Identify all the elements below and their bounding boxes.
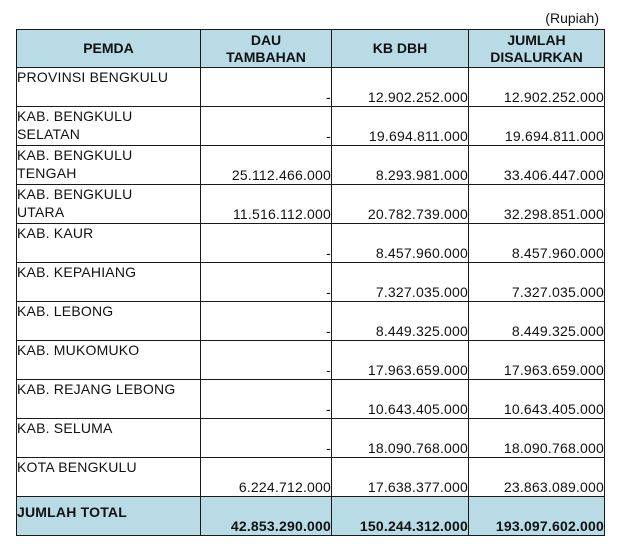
pemda-cell [17, 341, 201, 380]
dau-cell: 6.224.712.000 [201, 458, 332, 497]
kb-dbh-cell: 17.638.377.000 [332, 458, 469, 497]
dau-cell: 11.516.112.000 [201, 185, 332, 224]
table-row [17, 380, 605, 419]
table-row [17, 458, 605, 497]
kb-dbh-cell: 18.090.768.000 [332, 419, 469, 458]
jumlah-cell: 8.449.325.000 [469, 302, 605, 341]
table-row [17, 341, 605, 380]
dau-cell: 25.112.466.000 [201, 146, 332, 185]
table-row [17, 224, 605, 263]
kb-dbh-cell: 8.449.325.000 [332, 302, 469, 341]
pemda-cell [17, 107, 201, 146]
pemda-line1: KAB. BENGKULU [17, 147, 133, 163]
distribution-table [16, 29, 605, 536]
kb-dbh-cell: 17.963.659.000 [332, 341, 469, 380]
jumlah-cell: 33.406.447.000 [469, 146, 605, 185]
jumlah-cell: 8.457.960.000 [469, 224, 605, 263]
header-jumlah-disalurkan [469, 30, 605, 68]
header-jumlah-line1: JUMLAH [507, 31, 566, 48]
pemda-cell [17, 380, 201, 419]
dau-cell: - [201, 263, 332, 302]
table-row [17, 68, 605, 107]
total-row [17, 497, 605, 536]
kb-dbh-cell: 20.782.739.000 [332, 185, 469, 224]
table-row [17, 107, 605, 146]
total-label: JUMLAH TOTAL [17, 497, 201, 536]
pemda-line1: KAB. KAUR [17, 225, 94, 241]
header-kb-dbh: KB DBH [332, 30, 469, 68]
pemda-line1: KAB. MUKOMUKO [17, 342, 140, 358]
pemda-cell [17, 302, 201, 341]
table-row [17, 146, 605, 185]
pemda-line1: KAB. REJANG LEBONG [17, 381, 176, 397]
pemda-cell [17, 68, 201, 107]
pemda-cell [17, 419, 201, 458]
pemda-cell [17, 263, 201, 302]
header-dau-line1: DAU [250, 31, 282, 48]
jumlah-cell: 10.643.405.000 [469, 380, 605, 419]
jumlah-cell: 12.902.252.000 [469, 68, 605, 107]
table-row [17, 263, 605, 302]
pemda-cell [17, 458, 201, 497]
unit-note: (Rupiah) [545, 10, 599, 26]
pemda-cell [17, 185, 201, 224]
pemda-line2: UTARA [17, 204, 65, 220]
kb-dbh-cell: 7.327.035.000 [332, 263, 469, 302]
dau-cell: - [201, 107, 332, 146]
total-dau: 42.853.290.000 [201, 497, 332, 536]
pemda-line1: KOTA BENGKULU [17, 459, 137, 475]
dau-cell: - [201, 419, 332, 458]
total-jumlah: 193.097.602.000 [469, 497, 605, 536]
kb-dbh-cell: 8.457.960.000 [332, 224, 469, 263]
dau-cell: - [201, 341, 332, 380]
dau-cell: - [201, 68, 332, 107]
kb-dbh-cell: 19.694.811.000 [332, 107, 469, 146]
kb-dbh-cell: 12.902.252.000 [332, 68, 469, 107]
jumlah-cell: 23.863.089.000 [469, 458, 605, 497]
pemda-line1: PROVINSI BENGKULU [17, 69, 169, 85]
jumlah-cell: 32.298.851.000 [469, 185, 605, 224]
header-pemda: PEMDA [17, 30, 201, 68]
pemda-line1: KAB. SELUMA [17, 420, 113, 436]
kb-dbh-cell: 10.643.405.000 [332, 380, 469, 419]
dau-cell: - [201, 224, 332, 263]
jumlah-cell: 19.694.811.000 [469, 107, 605, 146]
pemda-cell [17, 224, 201, 263]
dau-cell: - [201, 380, 332, 419]
header-dau-tambahan [201, 30, 332, 68]
dau-cell: - [201, 302, 332, 341]
header-row [17, 30, 605, 68]
header-dau-line2: TAMBAHAN [226, 48, 306, 65]
total-kb-dbh: 150.244.312.000 [332, 497, 469, 536]
pemda-line2: SELATAN [17, 126, 81, 142]
jumlah-cell: 7.327.035.000 [469, 263, 605, 302]
pemda-line1: KAB. BENGKULU [17, 186, 133, 202]
header-jumlah-line2: DISALURKAN [490, 48, 583, 65]
pemda-line1: KAB. BENGKULU [17, 108, 133, 124]
jumlah-cell: 18.090.768.000 [469, 419, 605, 458]
table-row [17, 302, 605, 341]
table-row [17, 185, 605, 224]
jumlah-cell: 17.963.659.000 [469, 341, 605, 380]
pemda-line1: KAB. LEBONG [17, 303, 114, 319]
pemda-line1: KAB. KEPAHIANG [17, 264, 137, 280]
pemda-line2: TENGAH [17, 165, 77, 181]
pemda-cell [17, 146, 201, 185]
kb-dbh-cell: 8.293.981.000 [332, 146, 469, 185]
table-row [17, 419, 605, 458]
